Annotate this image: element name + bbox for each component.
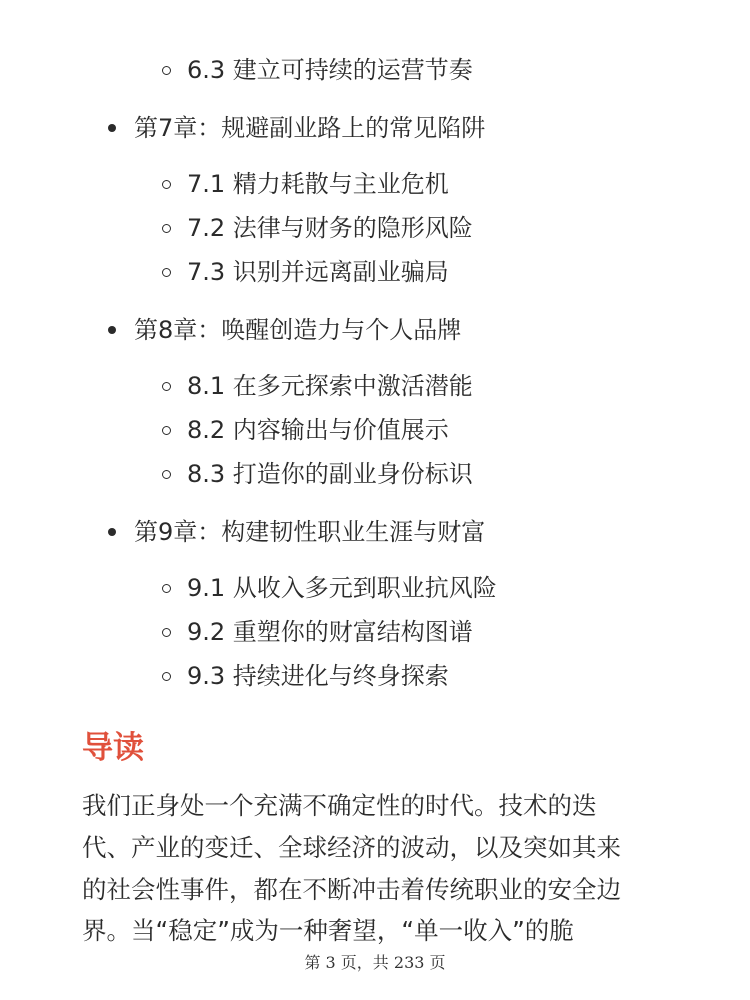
toc-section-item[interactable] [162,612,473,652]
toc-section-item[interactable] [162,50,473,90]
toc-item-text: 9.3 持续进化与终身探索 [187,662,449,690]
intro-paragraph-line: 我们正身处一个充满不确定性的时代。技术的迭 [82,791,597,820]
toc-chapter-item[interactable] [108,512,485,552]
toc-chapter-item[interactable] [108,310,461,350]
toc-item-text: 第8章：唤醒创造力与个人品牌 [134,316,462,344]
toc-section-item[interactable] [162,454,473,494]
disc-bullet-icon [108,124,116,132]
circle-bullet-icon [162,224,171,233]
intro-paragraph-line: 代、产业的变迁、全球经济的波动，以及突如其来 [82,833,621,862]
toc-section-item[interactable] [162,208,473,248]
toc-item-text: 7.1 精力耗散与主业危机 [187,170,449,198]
toc-item-text: 7.3 识别并远离副业骗局 [187,258,449,286]
intro-paragraph-line: 界。当“稳定”成为一种奢望，“单一收入”的脆 [82,916,574,945]
toc-section-item[interactable] [162,252,449,292]
toc-item-text: 8.2 内容输出与价值展示 [187,416,449,444]
toc-item-text: 8.1 在多元探索中激活潜能 [187,372,473,400]
toc-item-text: 9.1 从收入多元到职业抗风险 [187,574,497,602]
circle-bullet-icon [162,628,171,637]
circle-bullet-icon [162,584,171,593]
toc-section-item[interactable] [162,164,449,204]
disc-bullet-icon [108,326,116,334]
toc-item-text: 8.3 打造你的副业身份标识 [187,460,473,488]
circle-bullet-icon [162,268,171,277]
circle-bullet-icon [162,672,171,681]
circle-bullet-icon [162,66,171,75]
circle-bullet-icon [162,470,171,479]
circle-bullet-icon [162,426,171,435]
toc-item-text: 第9章：构建韧性职业生涯与财富 [134,518,486,546]
circle-bullet-icon [162,382,171,391]
toc-item-text: 第7章：规避副业路上的常见陷阱 [134,114,486,142]
toc-item-text: 9.2 重塑你的财富结构图谱 [187,618,473,646]
toc-section-item[interactable] [162,410,449,450]
toc-item-text: 6.3 建立可持续的运营节奏 [187,56,473,84]
toc-section-item[interactable] [162,366,473,406]
page-number: 第 3 页，共 233 页 [304,953,446,972]
circle-bullet-icon [162,180,171,189]
toc-chapter-item[interactable] [108,108,485,148]
disc-bullet-icon [108,528,116,536]
intro-heading: 导读 [82,730,144,766]
toc-section-item[interactable] [162,656,449,696]
toc-section-item[interactable] [162,568,497,608]
toc-item-text: 7.2 法律与财务的隐形风险 [187,214,473,242]
intro-paragraph-line: 的社会性事件，都在不断冲击着传统职业的安全边 [82,875,621,904]
